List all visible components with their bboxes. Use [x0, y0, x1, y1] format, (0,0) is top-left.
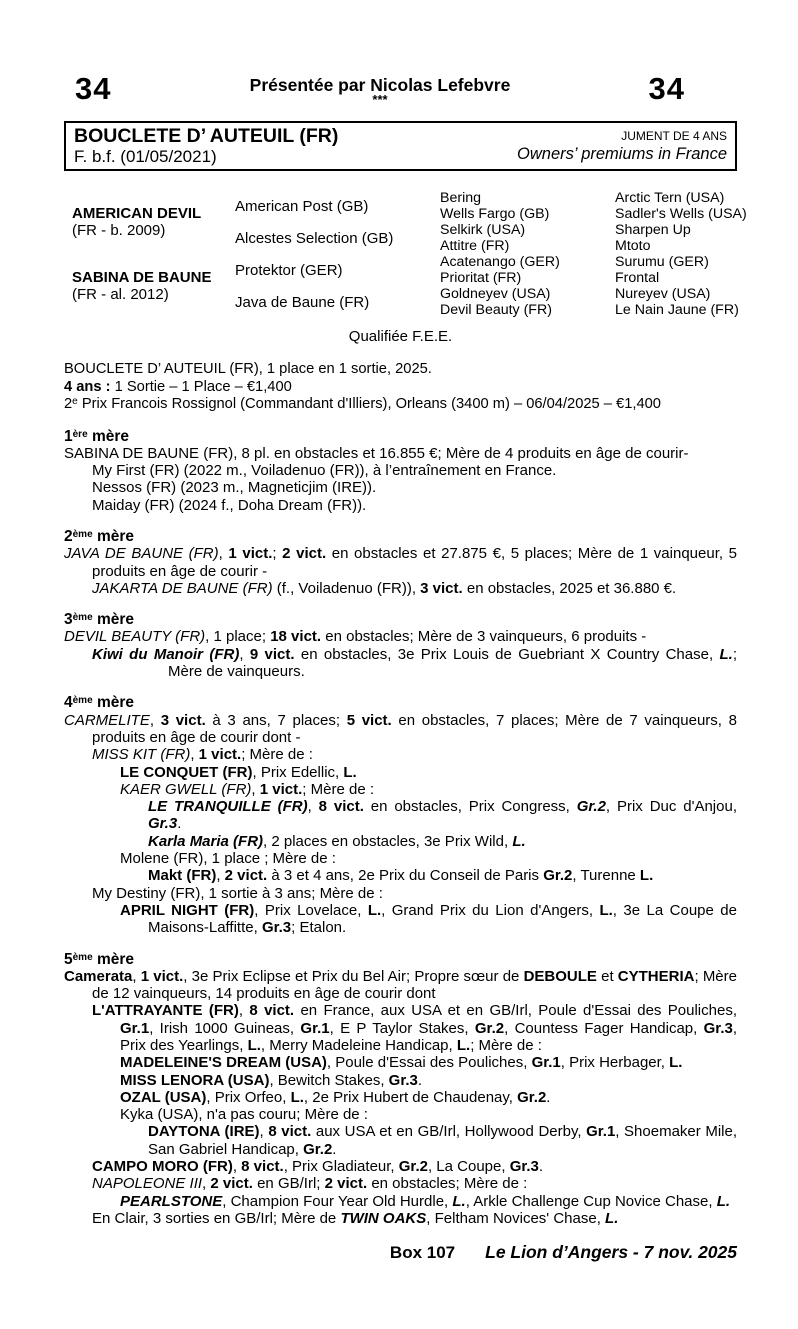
ancestor-gen4: Mtoto [615, 238, 651, 254]
sale-info: Le Lion d’Angers - 7 nov. 2025 [485, 1242, 737, 1263]
section-heading: 2ème mère [64, 527, 135, 545]
sire-name: AMERICAN DEVIL [72, 205, 202, 222]
pedigree-paragraph: CAMPO MORO (FR), 8 vict., Prix Gladiateur, Gr.2, La Coupe, Gr.3. [92, 1158, 544, 1176]
footer [64, 1242, 737, 1263]
section-heading: 4ème mère [64, 694, 135, 712]
presenter-name: Présentée par Nicolas Lefebvre [249, 75, 511, 95]
pedigree-paragraph: My First (FR) (2022 m., Voiladenuo (FR)), à l’entraînement en France. [92, 462, 557, 480]
ancestor-gen3: Bering [440, 190, 482, 206]
ancestor-gen2: Alcestes Selection (GB) [235, 229, 394, 247]
ancestor-gen2: Java de Baune (FR) [235, 293, 370, 311]
ancestor-gen4: Le Nain Jaune (FR) [615, 302, 739, 318]
ancestor-gen3: Devil Beauty (FR) [440, 302, 552, 318]
ancestor-gen2: Protektor (GER) [235, 261, 343, 279]
qualification: Qualifiée F.E.E. [348, 328, 453, 345]
race-record-line: BOUCLETE D’ AUTEUIL (FR), 1 place en 1 sortie, 2025. [64, 361, 432, 377]
pedigree-paragraph: MISS LENORA (USA), Bewitch Stakes, Gr.3. [120, 1071, 423, 1089]
section-heading: 3ème mère [64, 611, 135, 629]
pedigree-paragraph: APRIL NIGHT (FR), Prix Lovelace, L., Grand Prix du Lion d'Angers, L., 3e La Coupe de Maisons-Laffitte, Gr.3; Etalon. [120, 901, 737, 937]
horse-identity [74, 125, 338, 166]
pedigree-paragraph: OZAL (USA), Prix Orfeo, L., 2e Prix Hubert de Chaudenay, Gr.2. [120, 1088, 551, 1106]
ancestor-gen4: Sadler's Wells (USA) [615, 206, 747, 222]
lot-number-left: 34 [75, 71, 112, 106]
horse-description: F. b.f. (01/05/2021) [74, 147, 217, 166]
pedigree-paragraph: Makt (FR), 2 vict. à 3 et 4 ans, 2e Prix du Conseil de Paris Gr.2, Turenne L. [148, 867, 654, 885]
dam-section [64, 428, 737, 514]
pedigree-paragraph: Karla Maria (FR), 2 places en obstacles, 3e Prix Wild, L. [148, 832, 526, 850]
pedigree-table [72, 190, 747, 318]
sire-detail: (FR - b. 2009) [72, 222, 166, 239]
pedigree-paragraph: PEARLSTONE, Champion Four Year Old Hurdle, L., Arkle Challenge Cup Novice Chase, L. [120, 1192, 731, 1210]
ancestor-gen4: Nureyev (USA) [615, 286, 711, 302]
pedigree-paragraph: Nessos (FR) (2023 m., Magneticjim (IRE)). [92, 479, 377, 497]
ancestor-gen3: Prioritat (FR) [440, 270, 522, 286]
dam-section [64, 611, 737, 680]
owners-premiums: Owners’ premiums in France [517, 145, 727, 163]
dam-name: SABINA DE BAUNE [72, 269, 212, 286]
pedigree-paragraph: Molene (FR), 1 place ; Mère de : [120, 850, 336, 868]
pedigree-paragraph: Kiwi du Manoir (FR), 9 vict. en obstacles, 3e Prix Louis de Guebriant X Country Chase, L.; Mère de vainqueurs. [92, 645, 737, 681]
ancestor-gen3: Wells Fargo (GB) [440, 206, 550, 222]
page-header [64, 71, 737, 107]
pedigree-paragraph: KAER GWELL (FR), 1 vict.; Mère de : [120, 780, 374, 798]
pedigree-paragraph: My Destiny (FR), 1 sortie à 3 ans; Mère de : [92, 884, 383, 902]
pedigree-paragraph: Camerata, 1 vict., 3e Prix Eclipse et Prix du Bel Air; Propre sœur de DEBOULE et CYTHERIA; Mère de 12 vainqueurs, 14 produits en âge de courir dont [64, 967, 737, 1003]
ancestor-gen4: Frontal [615, 270, 660, 286]
pedigree-paragraph: Maiday (FR) (2024 f., Doha Dream (FR)). [92, 496, 367, 514]
pedigree-paragraph: L'ATTRAYANTE (FR), 8 vict. en France, aux USA et en GB/Irl, Poule d'Essai des Pouliches, Gr.1, Irish 1000 Guineas, Gr.1, E P Taylor Stakes, Gr.2, Countess Fager Handicap, Gr.3, Prix des Yearlings, L., Merry Madeleine Handicap, L.; Mère de : [92, 1002, 737, 1054]
race-record [64, 361, 737, 414]
ancestor-gen3: Attitre (FR) [440, 238, 510, 254]
horse-category: JUMENT DE 4 ANS [621, 129, 727, 143]
dam-section [64, 694, 737, 936]
dam-sections [64, 428, 737, 1228]
pedigree-paragraph: JAKARTA DE BAUNE (FR) (f., Voiladenuo (FR)), 3 vict. en obstacles, 2025 et 36.880 €. [92, 579, 677, 597]
pedigree-paragraph: SABINA DE BAUNE (FR), 8 pl. en obstacles et 16.855 €; Mère de 4 produits en âge de courir- [64, 444, 689, 462]
pedigree-paragraph: DEVIL BEAUTY (FR), 1 place; 18 vict. en obstacles; Mère de 3 vainqueurs, 6 produits - [64, 628, 647, 646]
pedigree-paragraph: En Clair, 3 sorties en GB/Irl; Mère de TWIN OAKS, Feltham Novices' Chase, L. [92, 1209, 619, 1227]
pedigree-paragraph: LE TRANQUILLE (FR), 8 vict. en obstacles, Prix Congress, Gr.2, Prix Duc d'Anjou, Gr.3. [148, 798, 737, 833]
lot-number-right: 34 [648, 71, 685, 106]
race-record-line: 4 ans : 1 Sortie – 1 Place – €1,400 [64, 378, 292, 395]
dam-cell [72, 254, 235, 318]
presenter-stars: *** [372, 92, 388, 107]
ancestor-gen3: Acatenango (GER) [440, 254, 560, 270]
horse-name: BOUCLETE D’ AUTEUIL (FR) [74, 125, 339, 147]
pedigree-paragraph: DAYTONA (IRE), 8 vict. aux USA et en GB/Irl, Hollywood Derby, Gr.1, Shoemaker Mile, San Gabriel Handicap, Gr.2. [148, 1123, 738, 1158]
presenter-block [250, 75, 511, 105]
dam-section [64, 951, 737, 1228]
sire-cell [72, 190, 235, 254]
dam-section [64, 528, 737, 597]
pedigree-paragraph: CARMELITE, 3 vict. à 3 ans, 7 places; 5 vict. en obstacles, 7 places; Mère de 7 vainqueurs, 8 produits en âge de courir dont - [64, 711, 737, 746]
ancestor-gen4: Arctic Tern (USA) [615, 190, 725, 206]
ancestor-gen4: Sharpen Up [615, 222, 691, 238]
pedigree-paragraph: NAPOLEONE III, 2 vict. en GB/Irl; 2 vict. en obstacles; Mère de : [92, 1175, 528, 1193]
pedigree-paragraph: JAVA DE BAUNE (FR), 1 vict.; 2 vict. en obstacles et 27.875 €, 5 places; Mère de 1 vainqueur, 5 produits en âge de courir - [64, 545, 737, 580]
ancestor-gen2: American Post (GB) [235, 197, 369, 215]
pedigree-paragraph: LE CONQUET (FR), Prix Edellic, L. [120, 763, 357, 781]
horse-title-box [64, 121, 737, 171]
section-heading: 1ère mère [64, 427, 130, 445]
ancestor-gen3: Goldneyev (USA) [440, 286, 551, 302]
dam-detail: (FR - al. 2012) [72, 286, 169, 303]
horse-category-block [517, 125, 727, 166]
pedigree-paragraph: MISS KIT (FR), 1 vict.; Mère de : [92, 746, 313, 764]
ancestor-gen4: Surumu (GER) [615, 254, 709, 270]
pedigree-paragraph: Kyka (USA), n'a pas couru; Mère de : [120, 1106, 368, 1124]
pedigree-paragraph: MADELEINE'S DREAM (USA), Poule d'Essai des Pouliches, Gr.1, Prix Herbager, L. [120, 1054, 683, 1072]
box-number: Box 107 [389, 1243, 456, 1263]
race-record-line: 2e Prix Francois Rossignol (Commandant d'Illiers), Orleans (3400 m) – 06/04/2025 – €1,400 [64, 396, 661, 412]
ancestor-gen3: Selkirk (USA) [440, 222, 526, 238]
section-heading: 5ème mère [64, 950, 135, 968]
